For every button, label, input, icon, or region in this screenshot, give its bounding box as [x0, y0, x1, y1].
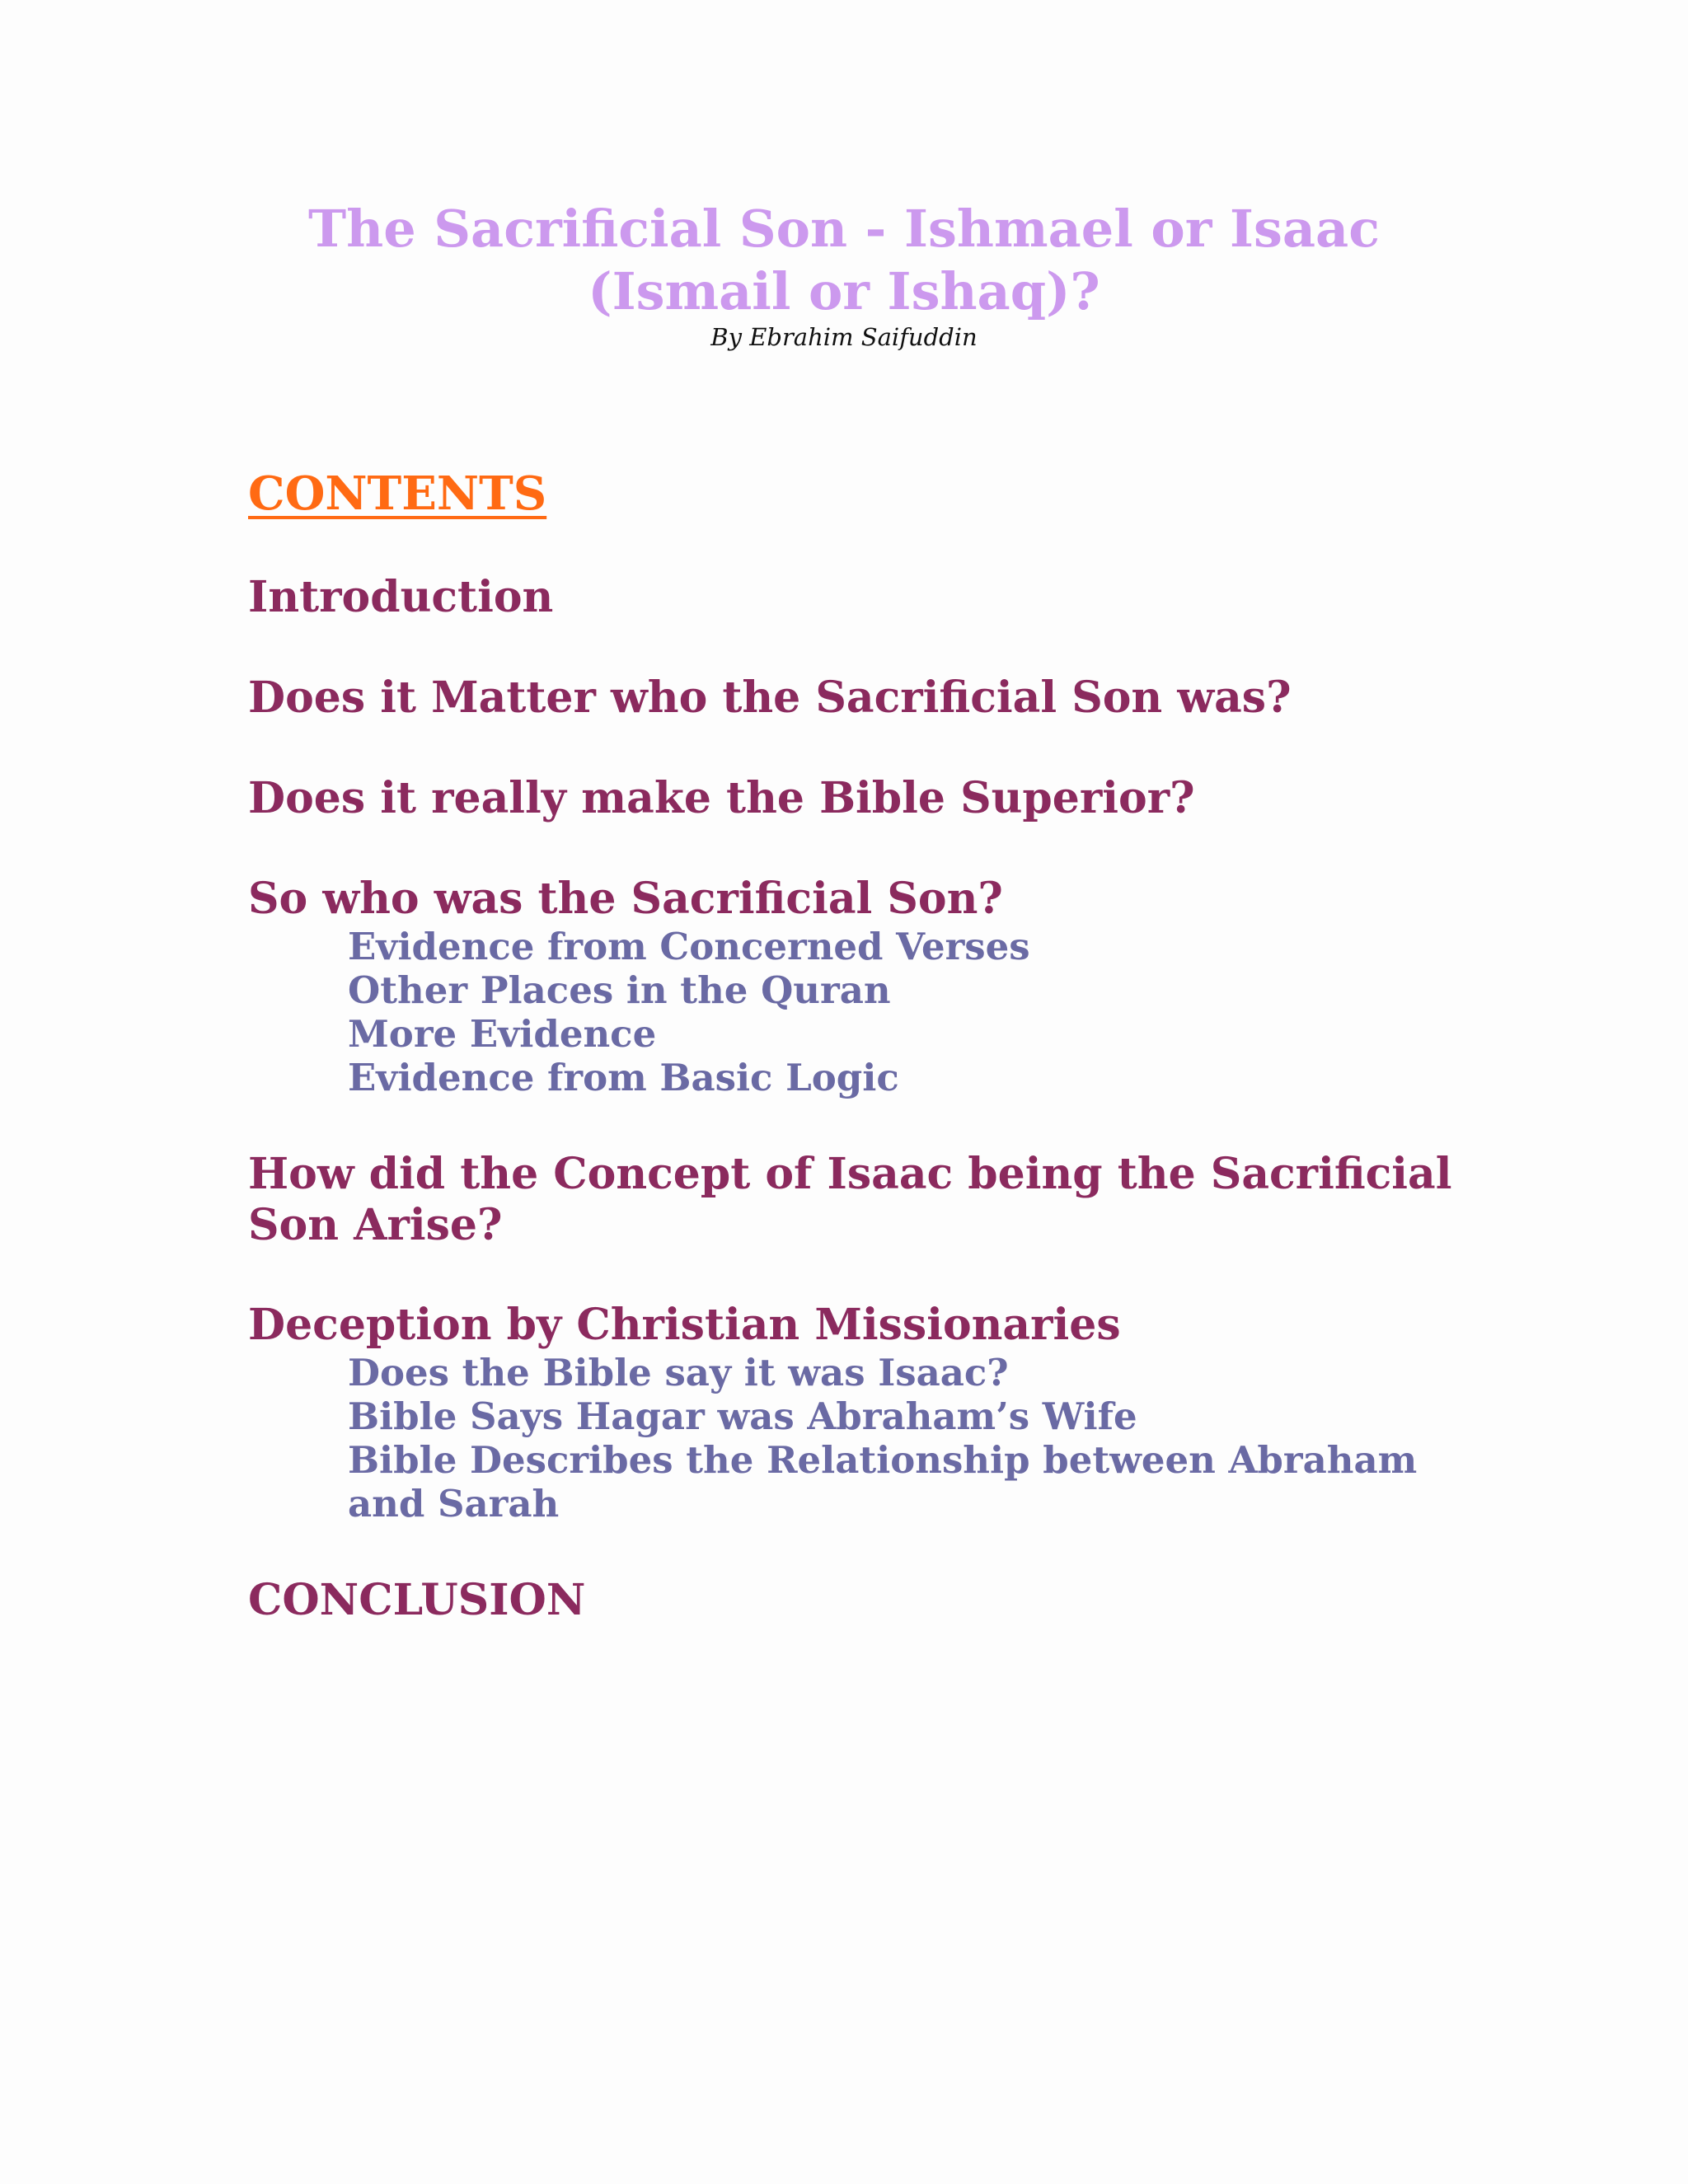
toc-entry-concept-line-2[interactable]: Son Arise? — [248, 1200, 503, 1250]
toc-subentry-bible-say-isaac[interactable]: Does the Bible say it was Isaac? — [348, 1351, 1009, 1394]
author-byline: By Ebrahim Saifuddin — [710, 323, 978, 351]
toc-entry-bible-superior[interactable]: Does it really make the Bible Superior? — [248, 773, 1195, 823]
toc-subentry-more-evidence[interactable]: More Evidence — [348, 1012, 657, 1056]
toc-entry-introduction[interactable]: Introduction — [248, 572, 554, 622]
contents-heading: CONTENTS — [248, 466, 547, 521]
document-title-line-1: The Sacrificial Son - Ishmael or Isaac — [308, 199, 1380, 259]
toc-entry-conclusion[interactable]: CONCLUSION — [248, 1575, 586, 1625]
toc-entry-who-was-sacrificial-son[interactable]: So who was the Sacrificial Son? — [248, 874, 1003, 924]
toc-subentry-basic-logic[interactable]: Evidence from Basic Logic — [348, 1056, 899, 1099]
toc-subentry-concerned-verses[interactable]: Evidence from Concerned Verses — [348, 925, 1030, 968]
toc-subentry-hagar-wife[interactable]: Bible Says Hagar was Abraham’s Wife — [348, 1394, 1137, 1438]
document-title-line-2: (Ismail or Ishaq)? — [588, 261, 1100, 321]
toc-entry-does-it-matter[interactable]: Does it Matter who the Sacrificial Son was? — [248, 673, 1292, 723]
toc-subentry-relationship-line-2[interactable]: and Sarah — [348, 1482, 560, 1526]
toc-entry-deception[interactable]: Deception by Christian Missionaries — [248, 1300, 1121, 1350]
toc-entry-concept-line-1[interactable]: How did the Concept of Isaac being the Sacrificial — [248, 1149, 1452, 1199]
toc-subentry-relationship-line-1[interactable]: Bible Describes the Relationship between Abraham — [348, 1438, 1418, 1482]
toc-subentry-other-places-quran[interactable]: Other Places in the Quran — [348, 968, 891, 1012]
